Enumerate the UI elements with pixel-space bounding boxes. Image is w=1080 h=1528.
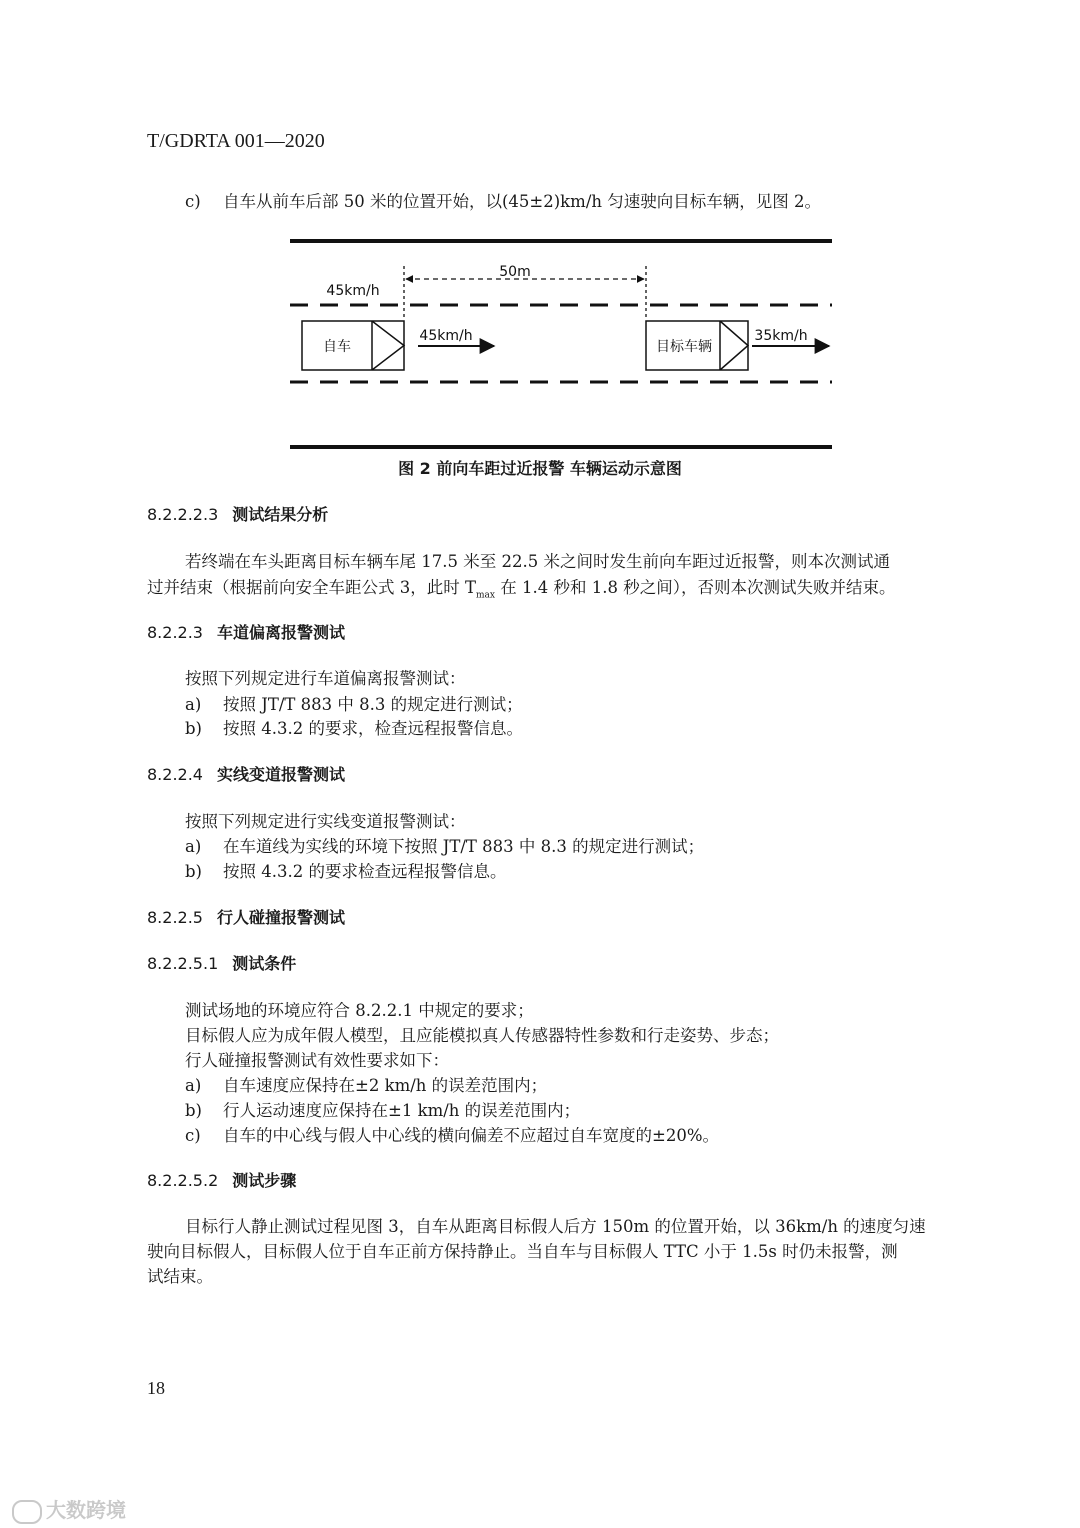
paragraph-line: 若终端在车头距离目标车辆车尾 17.5 米至 22.5 米之间时发生前向车距过近报警，则本次测试通: [185, 552, 890, 571]
text-subscript: max: [476, 590, 495, 601]
list-text: 行人运动速度应保持在±1 km/h 的误差范围内；: [223, 1101, 581, 1120]
ego-arrow-speed-label: 45km/h: [419, 328, 473, 344]
section-heading-8-2-2-2-3: [147, 502, 328, 525]
section-number: 8.2.2.5.1: [147, 954, 219, 973]
list-item: [185, 1122, 719, 1146]
paragraph-line: 测试场地的环境应符合 8.2.2.1 中规定的要求；: [185, 1001, 534, 1020]
list-item: [185, 715, 523, 739]
list-label: b): [185, 719, 202, 738]
section-title: 测试步骤: [232, 1171, 297, 1190]
section-title: 测试结果分析: [232, 505, 329, 524]
list-label: b): [185, 1101, 202, 1120]
target-vehicle-label: 目标车辆: [656, 339, 712, 355]
section-title: 车道偏离报警测试: [216, 623, 345, 642]
section-title: 行人碰撞报警测试: [216, 908, 345, 927]
section-heading-8-2-2-5-2: [147, 1168, 296, 1191]
section-title: 实线变道报警测试: [216, 765, 345, 784]
list-item: [185, 1097, 580, 1121]
page-number: 18: [147, 1378, 165, 1398]
paragraph-line: 目标行人静止测试过程见图 3，自车从距离目标假人后方 150m 的位置开始，以 36km/h 的速度匀速: [185, 1217, 926, 1236]
section-heading-8-2-2-3: [147, 620, 345, 643]
section-number: 8.2.2.5.2: [147, 1171, 219, 1190]
paragraph-line: 目标假人应为成年假人模型，且应能模拟真人传感器特性参数和行走姿势、步态；: [185, 1026, 779, 1045]
watermark-logo-icon: [12, 1500, 42, 1524]
intro-text: 自车从前车后部 50 米的位置开始，以(45±2)km/h 匀速驶向目标车辆，见图 2。: [223, 192, 821, 211]
paragraph-line: 试结束。: [147, 1267, 213, 1286]
paragraph-line: 行人碰撞报警测试有效性要求如下：: [185, 1051, 449, 1070]
list-label: a): [185, 837, 202, 856]
paragraph-line: 驶向目标假人，目标假人位于自车正前方保持静止。当自车与目标假人 TTC 小于 1.5s 时仍未报警，测: [147, 1242, 898, 1261]
section-number: 8.2.2.3: [147, 623, 203, 642]
list-text: 按照 4.3.2 的要求检查远程报警信息。: [223, 862, 507, 881]
figure-caption: 图 2 前向车距过近报警 车辆运动示意图: [398, 459, 682, 478]
ego-vehicle-label: 自车: [323, 339, 351, 355]
section-title: 测试条件: [232, 954, 297, 973]
section-heading-8-2-2-4: [147, 762, 345, 785]
section-number: 8.2.2.4: [147, 765, 203, 784]
list-item: [185, 691, 523, 715]
intro-label: c): [185, 192, 201, 211]
distance-label: 50m: [499, 264, 531, 280]
list-label: b): [185, 862, 202, 881]
ego-speed-top-label: 45km/h: [326, 283, 380, 299]
watermark: [12, 1494, 126, 1524]
paragraph-line: [147, 574, 895, 600]
document-code: T/GDRTA 001—2020: [147, 130, 325, 152]
section-number: 8.2.2.5: [147, 908, 203, 927]
text-run: 过并结束（根据前向安全车距公式 3，此时 T: [147, 578, 476, 597]
paragraph-line: 按照下列规定进行车道偏离报警测试：: [185, 669, 466, 688]
watermark-text: 大数跨境: [46, 1498, 126, 1522]
section-heading-8-2-2-5: [147, 905, 345, 928]
section-number: 8.2.2.2.3: [147, 505, 219, 524]
target-arrow-speed-label: 35km/h: [754, 328, 808, 344]
list-item: [185, 833, 704, 857]
figure-2-diagram: [0, 0, 1080, 500]
list-text: 按照 4.3.2 的要求，检查远程报警信息。: [223, 719, 523, 738]
list-item: [185, 1072, 547, 1096]
ego-vehicle-box: [302, 321, 404, 370]
list-text: 在车道线为实线的环境下按照 JT/T 883 中 8.3 的规定进行测试；: [223, 837, 705, 856]
section-heading-8-2-2-5-1: [147, 951, 296, 974]
list-item: [185, 858, 506, 882]
list-label: c): [185, 1126, 201, 1145]
list-label: a): [185, 1076, 202, 1095]
paragraph-line: 按照下列规定进行实线变道报警测试：: [185, 812, 466, 831]
list-text: 自车速度应保持在±2 km/h 的误差范围内；: [223, 1076, 548, 1095]
list-text: 自车的中心线与假人中心线的横向偏差不应超过自车宽度的±20%。: [223, 1126, 719, 1145]
list-text: 按照 JT/T 883 中 8.3 的规定进行测试；: [223, 695, 523, 714]
list-label: a): [185, 695, 202, 714]
text-run: 在 1.4 秒和 1.8 秒之间），否则本次测试失败并结束。: [494, 578, 896, 597]
